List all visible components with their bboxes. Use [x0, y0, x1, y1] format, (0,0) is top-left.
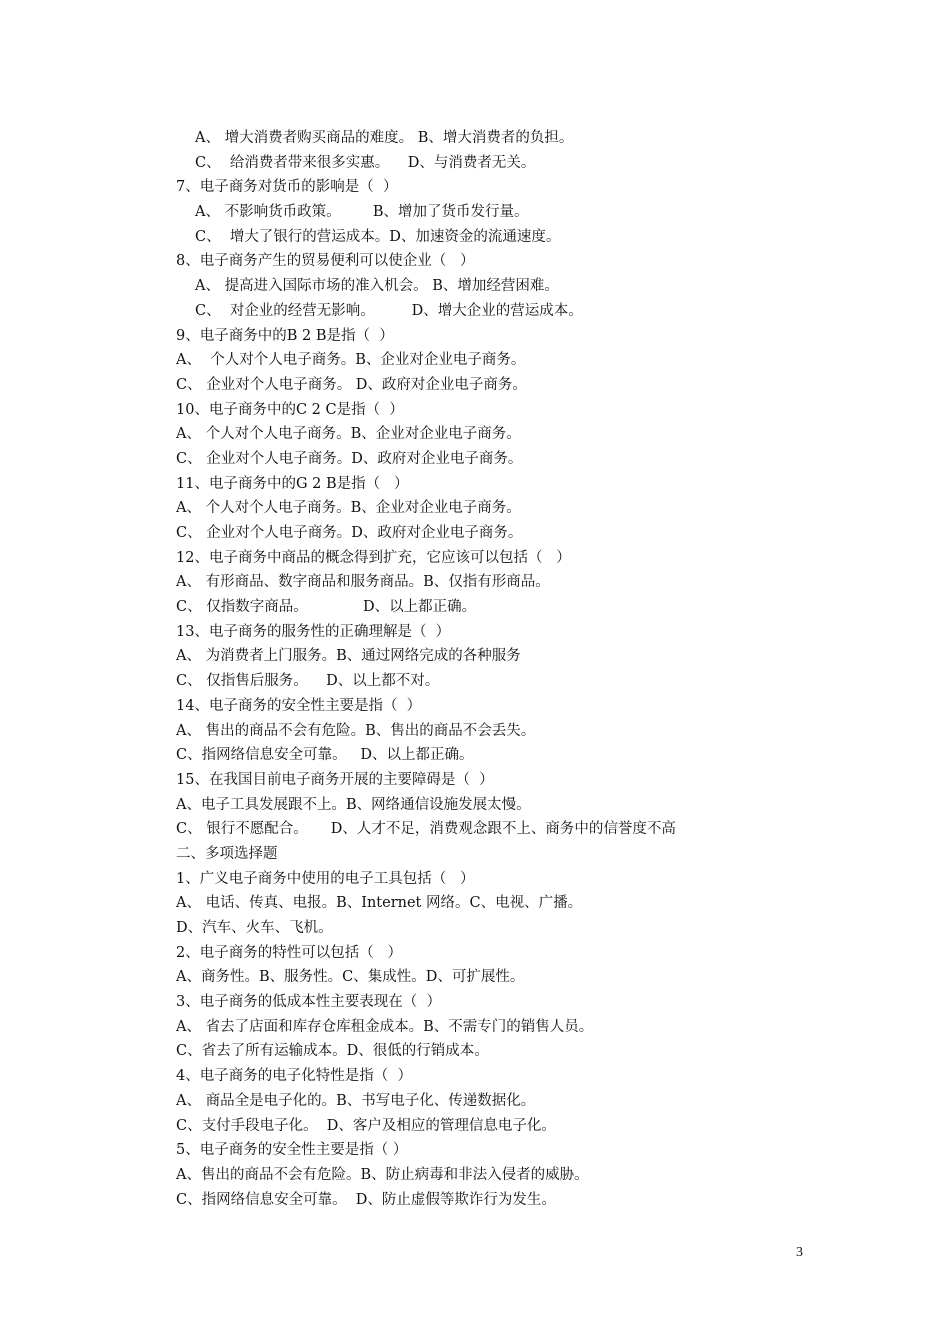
text-line: 14、电子商务的安全性主要是指（ ） [176, 697, 422, 714]
text-line: A、 售出的商品不会有危险。B、售出的商品不会丢失。 [176, 722, 536, 739]
document-body [176, 126, 836, 1212]
text-line: A、 为消费者上门服务。B、通过网络完成的各种服务 [176, 648, 521, 665]
text-line: 15、在我国目前电子商务开展的主要障碍是（ ） [176, 771, 494, 788]
text-line: 5、电子商务的安全性主要是指（ ） [176, 1142, 408, 1159]
text-line: A、 电话、传真、电报。B、Internet 网络。C、电视、广播。 [176, 895, 583, 912]
text-line: A、 有形商品、数字商品和服务商品。B、仅指有形商品。 [176, 574, 550, 591]
text-line: D、汽车、火车、飞机。 [176, 920, 333, 936]
text-line: C、 企业对个人电子商务。 D、政府对企业电子商务。 [176, 376, 527, 393]
text-line: 1、广义电子商务中使用的电子工具包括（ ） [176, 870, 475, 887]
text-line: C、 企业对个人电子商务。D、政府对企业电子商务。 [176, 450, 523, 467]
text-line: A、 个人对个人电子商务。B、企业对企业电子商务。 [176, 426, 521, 443]
text-line: C、 给消费者带来很多实惠。 D、与消费者无关。 [195, 154, 536, 171]
text-line: 二、多项选择题 [176, 845, 278, 862]
text-line: 3、电子商务的低成本性主要表现在（ ） [176, 994, 441, 1011]
text-line: A、 不影响货币政策。 B、增加了货币发行量。 [195, 204, 529, 221]
text-line: 9、电子商务中的B 2 B是指（ ） [176, 327, 394, 344]
text-line: 8、电子商务产生的贸易便利可以使企业（ ） [176, 253, 475, 270]
page-number: 3 [796, 1245, 803, 1260]
text-line: C、指网络信息安全可靠。 D、防止虚假等欺诈行为发生。 [176, 1191, 556, 1208]
text-line: C、省去了所有运输成本。D、很低的行销成本。 [176, 1043, 489, 1060]
text-line: A、售出的商品不会有危险。B、防止病毒和非法入侵者的威胁。 [176, 1166, 589, 1183]
text-line: A、 个人对个人电子商务。B、企业对企业电子商务。 [176, 352, 526, 369]
text-line: A、 提高进入国际市场的准入机会。 B、增加经营困难。 [195, 278, 559, 295]
text-line: A、 省去了店面和库存仓库租金成本。B、不需专门的销售人员。 [176, 1018, 594, 1035]
text-line: C、 对企业的经营无影响。 D、增大企业的营运成本。 [195, 302, 583, 319]
text-line: 12、电子商务中商品的概念得到扩充，它应该可以包括（ ） [176, 549, 571, 566]
text-line: A、 增大消费者购买商品的难度。 B、增大消费者的负担。 [195, 130, 574, 146]
text-line: A、 商品全是电子化的。B、书写电子化、传递数据化。 [176, 1092, 536, 1109]
text-line: A、 个人对个人电子商务。B、企业对企业电子商务。 [176, 500, 521, 517]
text-line: 13、电子商务的服务性的正确理解是（ ） [176, 623, 451, 640]
text-line: C、 增大了银行的营运成本。D、加速资金的流通速度。 [195, 228, 561, 245]
text-line: 4、电子商务的电子化特性是指（ ） [176, 1068, 412, 1085]
text-line: C、 企业对个人电子商务。D、政府对企业电子商务。 [176, 525, 523, 541]
text-line: A、电子工具发展跟不上。B、网络通信设施发展太慢。 [176, 796, 531, 813]
text-line: C、 仅指售后服务。 D、以上都不对。 [176, 673, 440, 690]
text-line: C、 银行不愿配合。 D、人才不足，消费观念跟不上、商务中的信誉度不高 [176, 821, 676, 838]
text-line: A、商务性。B、服务性。C、集成性。D、可扩展性。 [176, 969, 525, 986]
text-line: 7、电子商务对货币的影响是（ ） [176, 179, 398, 196]
text-line: C、指网络信息安全可靠。 D、以上都正确。 [176, 747, 474, 764]
text-line: 11、电子商务中的G 2 B是指（ ） [176, 475, 409, 492]
text-line: 10、电子商务中的C 2 C是指（ ） [176, 401, 404, 418]
text-line: 2、电子商务的特性可以包括（ ） [176, 944, 403, 961]
text-line: C、 仅指数字商品。 D、以上都正确。 [176, 599, 477, 616]
text-line: C、支付手段电子化。 D、客户及相应的管理信息电子化。 [176, 1117, 556, 1134]
